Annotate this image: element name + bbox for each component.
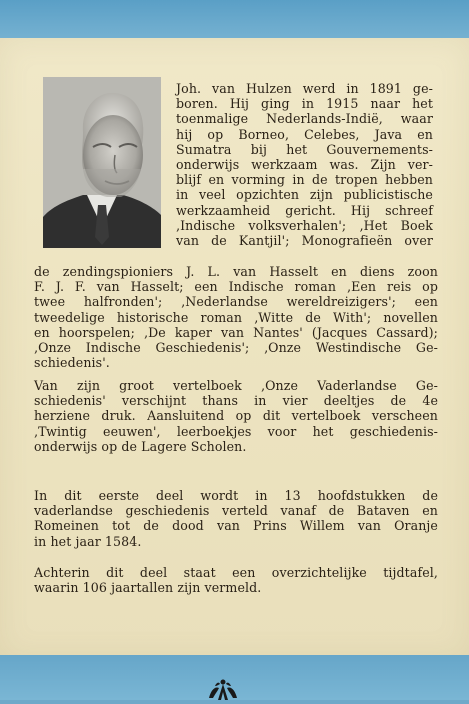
bio-line: Sumatra bij het Gouvernements- xyxy=(176,141,433,157)
biography-beside-photo xyxy=(176,81,433,248)
bio-line: schiedenis'. xyxy=(34,355,110,371)
biography-full-width xyxy=(34,264,438,370)
content-line: In dit eerste deel wordt in 13 hoofdstukken de xyxy=(34,488,438,503)
bio-line: twee halfronden'; ‚Nederlandse wereldreizigers'; een xyxy=(34,294,438,310)
bio-line: Van zijn groot vertelboek ‚Onze Vaderlandse Ge- xyxy=(34,378,438,393)
bio-line: onderwijs werkzaam was. Zijn ver- xyxy=(176,157,433,173)
bio-line: tweedelige historische roman ‚Witte de With'; novellen xyxy=(34,309,438,325)
bio-line: onderwijs op de Lagere Scholen. xyxy=(34,438,247,454)
bio-line: ‚Indische volksverhalen'; ‚Het Boek xyxy=(176,217,433,233)
content-line: Romeinen tot de dood van Prins Willem van Oranje xyxy=(34,518,438,534)
publisher-logo-icon xyxy=(205,676,241,700)
bio-line: ‚Onze Indische Geschiedenis'; ‚Onze Westindische Ge- xyxy=(34,340,438,356)
bio-line: boren. Hij ging in 1915 naar het xyxy=(176,96,433,112)
content-line: waarin 106 jaartallen zijn vermeld. xyxy=(34,580,262,596)
content-line: in het jaar 1584. xyxy=(34,533,142,549)
biography-paragraph-2 xyxy=(34,378,438,454)
bio-line: toenmalige Nederlands-Indië, waar xyxy=(176,111,433,127)
bio-line: de zendingspioniers J. L. van Hasselt en diens zoon xyxy=(34,264,438,279)
bio-line: Joh. van Hulzen werd in 1891 ge- xyxy=(176,81,433,96)
bio-line: in veel opzichten zijn publicistische xyxy=(176,187,433,203)
content-line: vaderlandse geschiedenis verteld vanaf de Bataven en xyxy=(34,503,438,519)
content-line: Achterin dit deel staat een overzichtelijke tijdtafel, xyxy=(34,565,438,580)
timeline-note xyxy=(34,565,438,595)
bio-line: blijf en vorming in de tropen hebben xyxy=(176,172,433,188)
bio-line: en hoorspelen; ‚De kaper van Nantes' (Jacques Cassard); xyxy=(34,324,438,340)
bio-line: van de Kantjil'; Monografieën over xyxy=(176,233,433,249)
bio-line: herziene druk. Aansluitend op dit vertelboek verscheen xyxy=(34,408,438,424)
bio-line: werkzaamheid gericht. Hij schreef xyxy=(176,202,433,218)
bio-line: ‚Twintig eeuwen', leerboekjes voor het geschiedenis- xyxy=(34,423,438,439)
author-portrait xyxy=(43,77,161,248)
top-color-band xyxy=(0,0,469,42)
content-description xyxy=(34,488,438,549)
bio-line: schiedenis' verschijnt thans in vier deeltjes de 4e xyxy=(34,393,438,409)
bio-line: F. J. F. van Hasselt; een Indische roman ‚Een reis op xyxy=(34,279,438,295)
bio-line: hij op Borneo, Celebes, Java en xyxy=(176,126,433,142)
